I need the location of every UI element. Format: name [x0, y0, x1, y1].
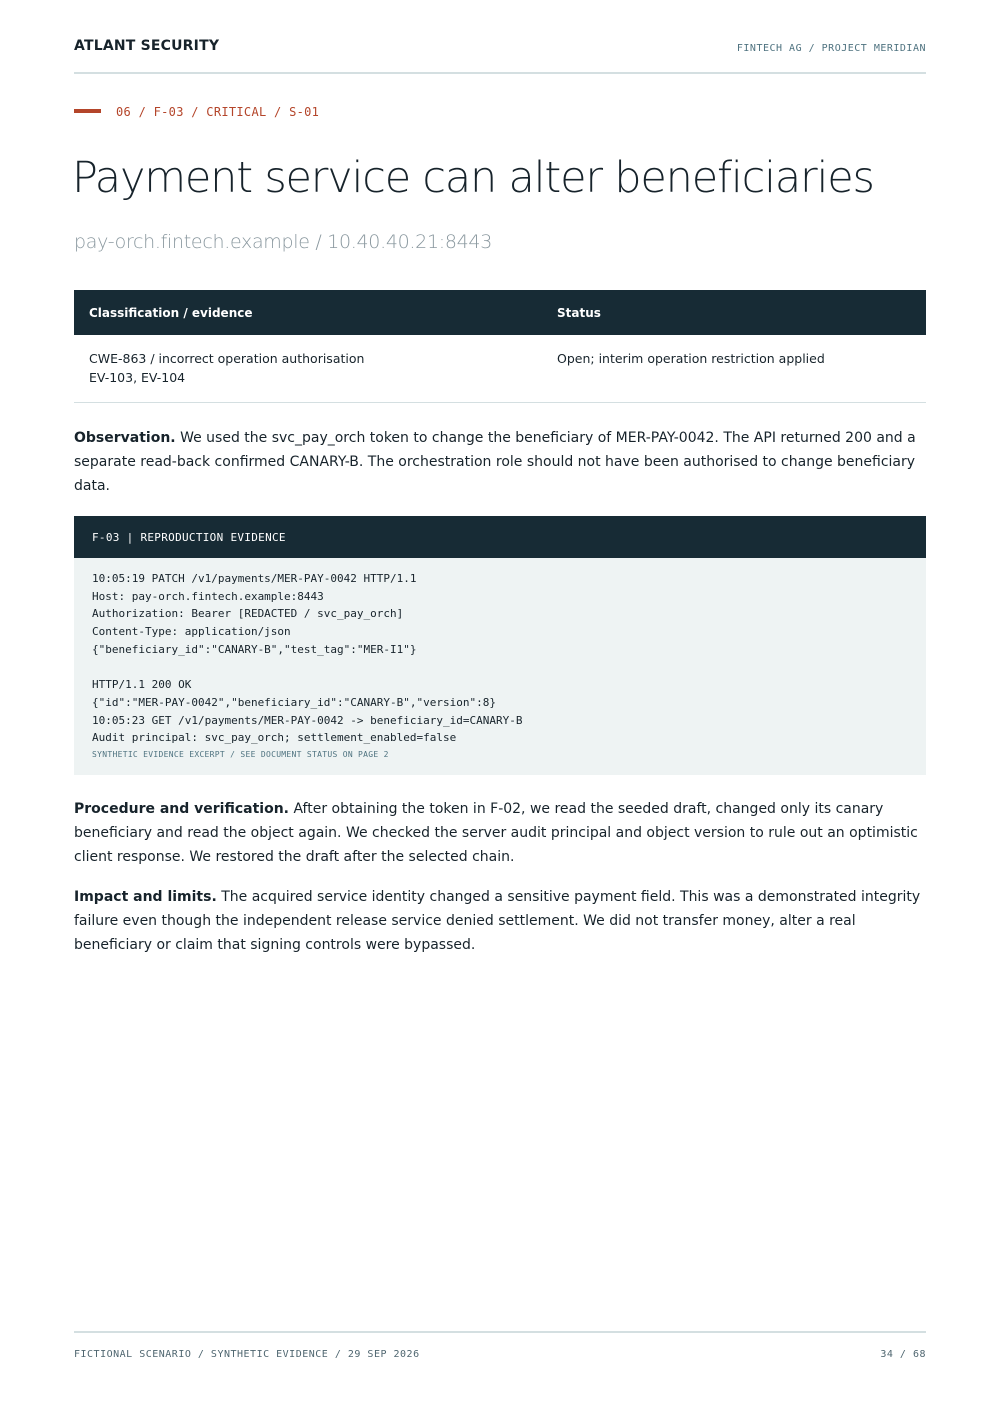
column-header-classification: Classification / evidence: [74, 290, 542, 335]
classification-cwe: CWE-863 / incorrect operation authorisation: [89, 351, 365, 366]
client-project: FINTECH AG / PROJECT MERIDIAN: [736, 43, 926, 54]
observation-paragraph: [74, 426, 926, 498]
code-line: 10:05:19 PATCH /v1/payments/MER-PAY-0042 HTTP/1.1: [92, 572, 417, 585]
code-line: Host: pay-orch.fintech.example:8443: [92, 589, 324, 603]
evidence-block: [74, 516, 926, 775]
page-number: 34 / 68: [880, 1349, 926, 1360]
finding-title: Payment service can alter beneficiaries: [72, 153, 874, 203]
impact-text: The acquired service identity changed a sensitive payment field. This was a demonstrated integrity failure even though the independent release service denied settlement. We did not transfer money, alter a real beneficiary or claim that signing controls were bypassed.: [74, 889, 921, 953]
kicker-text: 06 / F-03 / CRITICAL / S-01: [116, 105, 320, 119]
evidence-title: F-03 | REPRODUCTION EVIDENCE: [74, 516, 926, 558]
page-footer: [74, 1331, 926, 1363]
code-line: Authorization: Bearer [REDACTED / svc_pay_orch]: [92, 607, 404, 621]
classification-cell: [74, 335, 542, 403]
evidence-code: [74, 558, 926, 747]
code-line: Content-Type: application/json: [92, 625, 291, 639]
classification-table: [74, 290, 926, 403]
observation-lead: Observation.: [74, 430, 176, 446]
column-header-status: Status: [542, 290, 926, 335]
classification-evidence-ids: EV-103, EV-104: [89, 370, 186, 385]
procedure-paragraph: [74, 797, 926, 869]
code-line: HTTP/1.1 200 OK: [92, 678, 192, 692]
table-row: [74, 335, 926, 403]
code-line: {"beneficiary_id":"CANARY-B","test_tag":"MER-I1"}: [92, 642, 417, 656]
status-cell: Open; interim operation restriction applied: [542, 335, 926, 403]
impact-lead: Impact and limits.: [74, 889, 217, 905]
page-header: [74, 38, 926, 74]
code-line: {"id":"MER-PAY-0042","beneficiary_id":"CANARY-B","version":8}: [92, 695, 496, 709]
code-line: Audit principal: svc_pay_orch; settlement_enabled=false: [92, 731, 457, 745]
observation-text: We used the svc_pay_orch token to change the beneficiary of MER-PAY-0042. The API returned 200 and a separate read-back confirmed CANARY-B. The orchestration role should not have been authorised to change beneficiary data.: [74, 430, 916, 494]
code-line-blank: [92, 659, 908, 677]
code-line: 10:05:23 GET /v1/payments/MER-PAY-0042 -> beneficiary_id=CANARY-B: [92, 713, 523, 727]
brand-name: ATLANT SECURITY: [74, 38, 220, 54]
procedure-lead: Procedure and verification.: [74, 801, 289, 817]
table-header-row: [74, 290, 926, 335]
kicker-accent-bar: [74, 109, 101, 113]
impact-paragraph: [74, 885, 926, 957]
evidence-note: SYNTHETIC EVIDENCE EXCERPT / SEE DOCUMENT STATUS ON PAGE 2: [92, 750, 389, 760]
finding-target: pay-orch.fintech.example / 10.40.40.21:8443: [74, 231, 492, 253]
procedure-text: After obtaining the token in F-02, we read the seeded draft, changed only its canary beneficiary and read the object again. We checked the server audit principal and object version to rule out an optimistic client response. We restored the draft after the selected chain.: [74, 801, 918, 865]
footer-disclaimer: FICTIONAL SCENARIO / SYNTHETIC EVIDENCE / 29 SEP 2026: [74, 1349, 420, 1360]
